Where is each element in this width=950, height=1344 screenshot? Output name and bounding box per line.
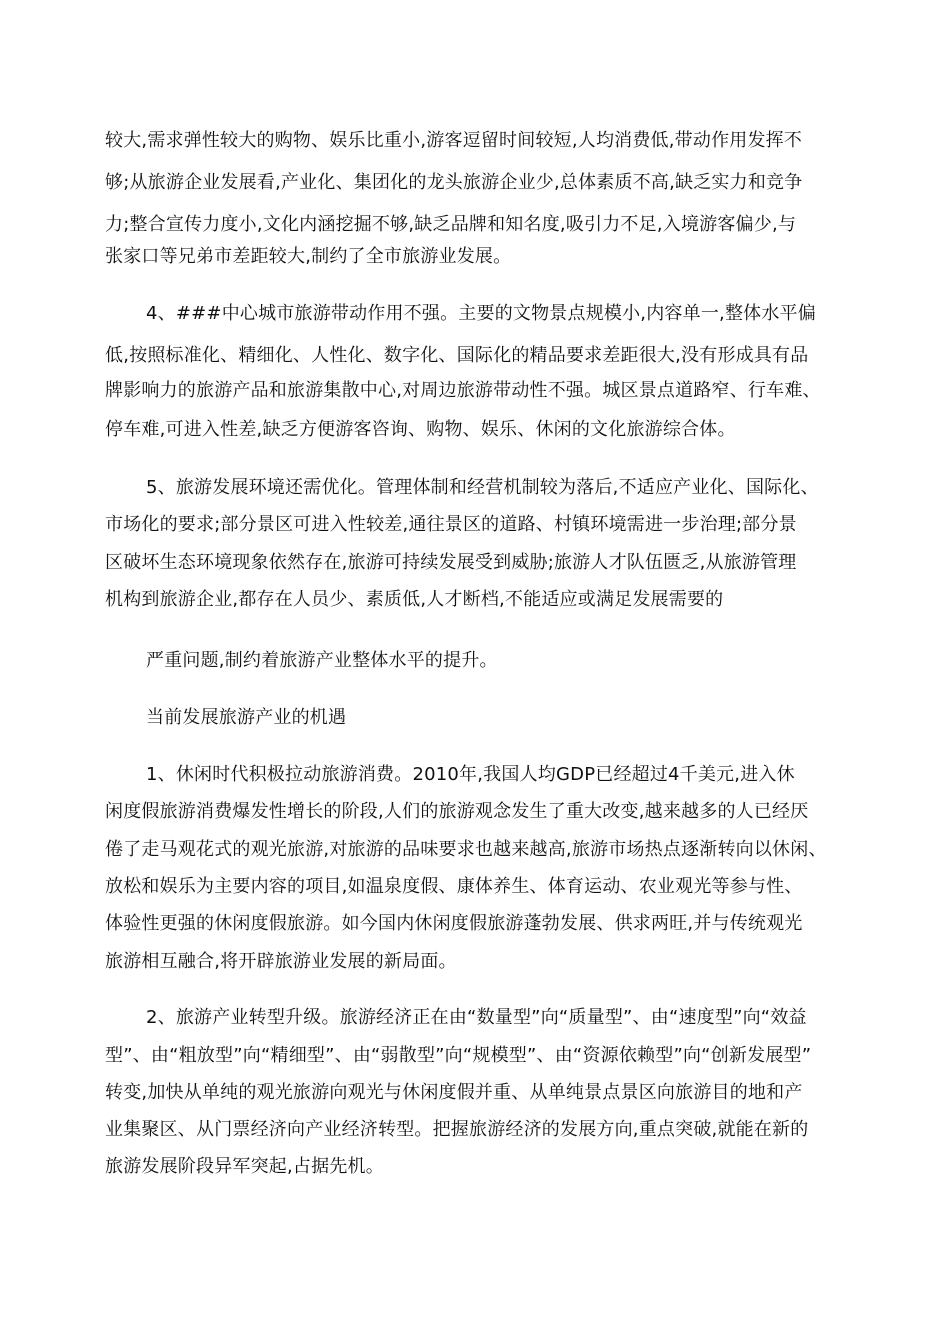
section-heading: 当前发展旅游产业的机遇 (146, 707, 347, 728)
text-line: 停车难,可进入性差,缺乏方便游客咨询、购物、娱乐、休闲的文化旅游综合体。 (105, 419, 736, 440)
text-line: 转变,加快从单纯的观光旅游向观光与休闲度假并重、从单纯景点景区向旅游目的地和产 (105, 1082, 803, 1103)
text-line: 2、旅游产业转型升级。旅游经济正在由“数量型”向“质量型”、由“速度型”向“效益 (146, 1007, 807, 1028)
text-line: 旅游发展阶段异军突起,占据先机。 (105, 1156, 384, 1177)
text-line: 1、休闲时代积极拉动旅游消费。2010年,我国人均GDP已经超过4千美元,进入休 (146, 764, 795, 785)
text-line: 业集聚区、从门票经济向产业经济转型。把握旅游经济的发展方向,重点突破,就能在新的 (105, 1119, 809, 1140)
text-line: 张家口等兄弟市差距较大,制约了全市旅游业发展。 (105, 246, 512, 267)
text-line: 机构到旅游企业,都存在人员少、素质低,人才断档,不能适应或满足发展需要的 (105, 589, 724, 610)
text-line: 体验性更强的休闲度假旅游。如今国内休闲度假旅游蓬勃发展、供求两旺,并与传统观光 (105, 913, 803, 934)
text-line: 放松和娱乐为主要内容的项目,如温泉度假、康体养生、体育运动、农业观光等参与性、 (105, 876, 803, 897)
text-line: 够;从旅游企业发展看,产业化、集团化的龙头旅游企业少,总体素质不高,缺乏实力和竞争 (105, 172, 803, 193)
text-line: 区破坏生态环境现象依然存在,旅游可持续发展受到威胁;旅游人才队伍匮乏,从旅游管理 (105, 552, 797, 573)
text-line: 力;整合宣传力度小,文化内涵挖掘不够,缺乏品牌和知名度,吸引力不足,入境游客偏少,与 (105, 214, 797, 235)
text-line: 牌影响力的旅游产品和旅游集散中心,对周边旅游带动性不强。城区景点道路窄、行车难、 (105, 380, 821, 401)
text-line: 较大,需求弹性较大的购物、娱乐比重小,游客逗留时间较短,人均消费低,带动作用发挥不 (105, 130, 803, 151)
text-line: 低,按照标准化、精细化、人性化、数字化、国际化的精品要求差距很大,没有形成具有品 (105, 345, 809, 366)
text-line: 倦了走马观花式的观光旅游,对旅游的品味要求也越来越高,旅游市场热点逐渐转向以休闲、 (105, 839, 827, 860)
text-line: 旅游相互融合,将开辟旅游业发展的新局面。 (105, 951, 457, 972)
text-line: 严重问题,制约着旅游产业整体水平的提升。 (146, 650, 498, 671)
text-line: 市场化的要求;部分景区可进入性较差,通往景区的道路、村镇环境需进一步治理;部分景 (105, 514, 797, 535)
text-line: 4、###中心城市旅游带动作用不强。主要的文物景点规模小,内容单一,整体水平偏 (146, 303, 816, 324)
text-line: 型”、由“粗放型”向“精细型”、由“弱散型”向“规模型”、由“资源依赖型”向“创新发展型” (105, 1045, 812, 1066)
text-line: 闲度假旅游消费爆发性增长的阶段,人们的旅游观念发生了重大改变,越来越多的人已经厌 (105, 801, 809, 822)
text-line: 5、旅游发展环境还需优化。管理体制和经营机制较为落后,不适应产业化、国际化、 (146, 477, 819, 498)
